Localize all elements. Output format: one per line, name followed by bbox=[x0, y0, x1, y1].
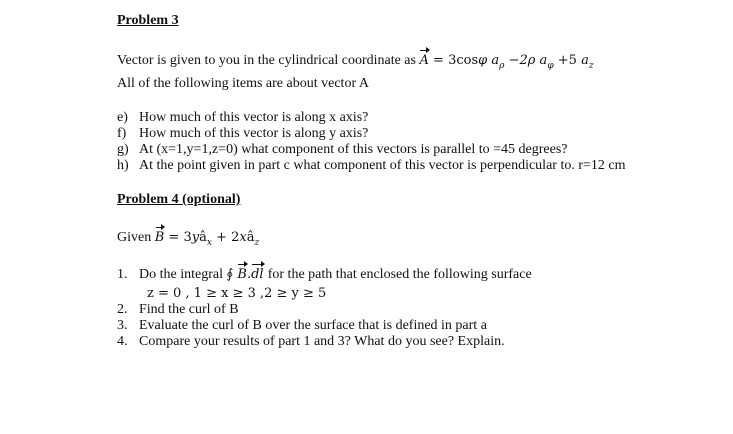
vector-b-definition bbox=[154, 230, 260, 248]
problem-4-item-1 bbox=[117, 267, 532, 283]
minus-sign: − bbox=[508, 53, 520, 68]
item-text: Do the integral bbox=[139, 267, 223, 282]
vector-dl-symbol: dl bbox=[251, 267, 264, 282]
z-subscript: z bbox=[254, 238, 260, 248]
vector-b-symbol: B bbox=[237, 267, 247, 282]
given-plus-coef: + 2 bbox=[211, 230, 240, 245]
item-label: 4. bbox=[117, 334, 128, 349]
problem-4-heading: Problem 4 (optional) bbox=[117, 192, 241, 207]
item-label: 2. bbox=[117, 302, 128, 317]
problem-4-item-3 bbox=[117, 318, 487, 334]
item-text: How much of this vector is along y axis? bbox=[139, 126, 369, 141]
given-equals-coef: = 3 bbox=[168, 230, 192, 245]
equals-sign: = bbox=[433, 53, 444, 68]
item-text: Find the curl of B bbox=[139, 302, 239, 317]
item-text: Compare your results of part 1 and 3? What do you see? Explain. bbox=[139, 334, 505, 349]
unit-hat-a: â bbox=[199, 230, 207, 245]
item-label: h) bbox=[117, 158, 129, 173]
term1-coefficient: 3cos bbox=[448, 53, 479, 68]
dot-operator: . bbox=[246, 267, 252, 282]
line-integral-expression bbox=[226, 267, 267, 282]
vector-b-symbol: B bbox=[154, 230, 165, 245]
problem-3-item-f bbox=[117, 126, 368, 142]
item-text: How much of this vector is along x axis? bbox=[139, 110, 369, 125]
problem-3-item-g bbox=[117, 142, 568, 158]
z-subscript: z bbox=[588, 61, 594, 71]
item-label: e) bbox=[117, 110, 128, 125]
problem-3-intro-text: Vector is given to you in the cylindrical coordinate as bbox=[117, 53, 416, 68]
term3-coefficient: 5 bbox=[568, 53, 577, 68]
unit-vector-z: a bbox=[581, 53, 589, 68]
variable-x: x bbox=[239, 230, 247, 245]
contour-integral-symbol: ∮ bbox=[226, 267, 234, 282]
item-text: Evaluate the curl of B over the surface that is defined in part a bbox=[139, 318, 487, 333]
item-label: 3. bbox=[117, 318, 128, 333]
problem-3-heading: Problem 3 bbox=[117, 13, 179, 28]
given-prefix: Given bbox=[117, 230, 152, 245]
item-text-rest: for the path that enclosed the following surface bbox=[267, 267, 532, 282]
unit-hat-a: â bbox=[246, 230, 255, 245]
item-label: 1. bbox=[117, 267, 128, 282]
problem-3-item-e bbox=[117, 110, 368, 126]
vector-a-expression bbox=[419, 53, 594, 71]
item-label: g) bbox=[117, 142, 129, 157]
unit-vector-rho: a bbox=[491, 53, 500, 68]
item-text: At (x=1,y=1,z=0) what component of this vectors is parallel to =45 degrees? bbox=[139, 142, 568, 157]
problem-3-item-h bbox=[117, 158, 626, 174]
phi-subscript: φ bbox=[547, 61, 554, 71]
plus-sign: + bbox=[557, 53, 569, 68]
problem-4-item-4 bbox=[117, 334, 505, 350]
problem-4-given-line bbox=[117, 230, 259, 247]
item-text: At the point given in part c what component of this vector is perpendicular to. r=12 cm bbox=[139, 158, 626, 173]
rho-subscript: ρ bbox=[499, 61, 505, 71]
problem-3-intro-line bbox=[117, 53, 594, 70]
unit-vector-phi: a bbox=[539, 53, 548, 68]
x-subscript: x bbox=[206, 238, 212, 248]
term2-coefficient: 2ρ bbox=[519, 53, 536, 68]
variable-y: y bbox=[191, 230, 200, 245]
vector-a-symbol: A bbox=[419, 53, 429, 68]
problem-4-item-2 bbox=[117, 302, 239, 318]
item-label: f) bbox=[117, 126, 127, 141]
term1-phi: φ bbox=[478, 53, 488, 68]
problem-4-surface-bounds: z = 0 , 1 ≥ x ≥ 3 ,2 ≥ y ≥ 5 bbox=[147, 286, 327, 301]
problem-3-note: All of the following items are about vector A bbox=[117, 76, 369, 91]
